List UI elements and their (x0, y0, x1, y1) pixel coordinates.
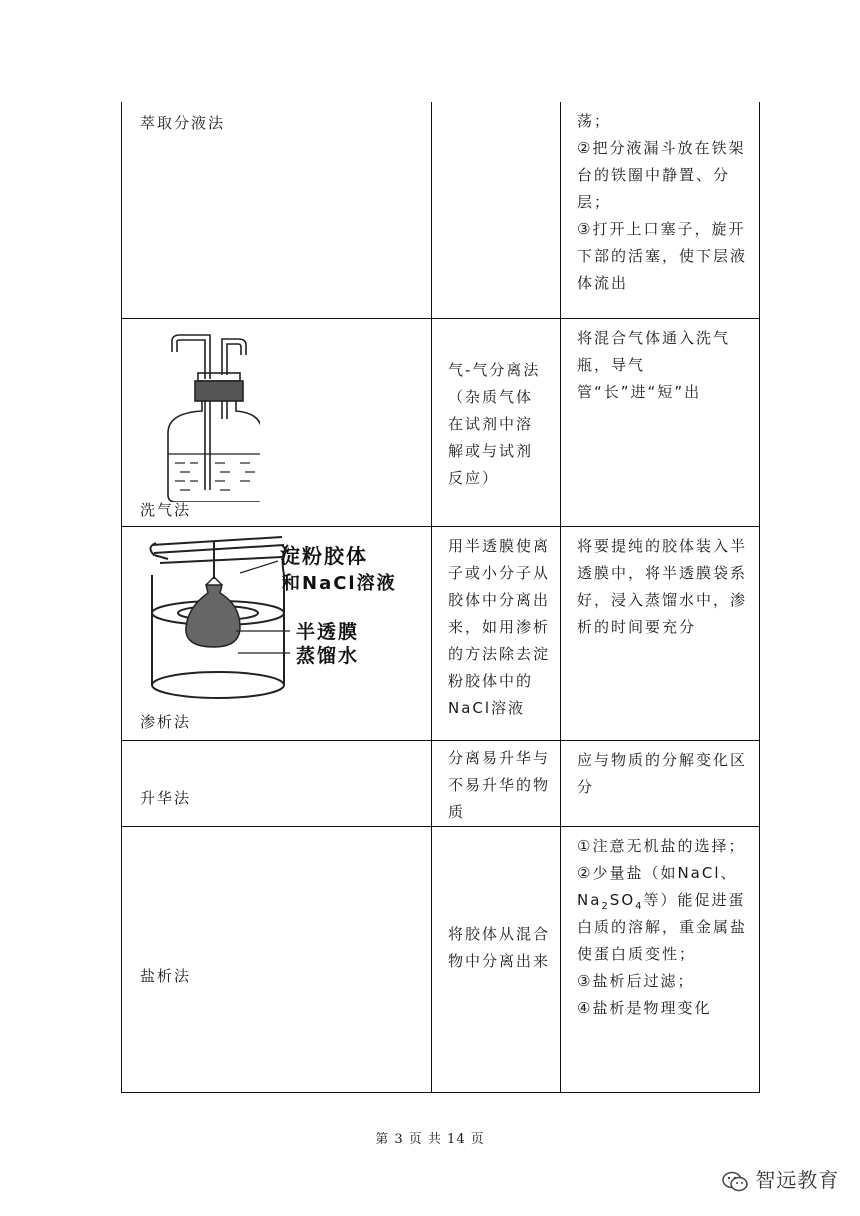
purpose-cell (432, 526, 561, 740)
purpose-cell (432, 740, 561, 826)
wechat-icon (722, 1171, 748, 1193)
method-label: 渗析法 (140, 712, 192, 731)
methods-table (121, 102, 760, 1093)
watermark-text: 智远教育 (755, 1168, 840, 1192)
figure-label: 蒸馏水 (296, 644, 360, 667)
figure-label: 和NaCl溶液 (282, 572, 397, 594)
purpose-text: 将胶体从混合物中分离出来 (448, 924, 551, 970)
note-line: 荡； (577, 112, 612, 130)
notes-cell (561, 826, 760, 1092)
method-label: 升华法 (140, 788, 192, 807)
method-cell (122, 318, 432, 526)
table-row (122, 826, 760, 1092)
notes-cell (561, 102, 760, 318)
purpose-cell (432, 318, 561, 526)
method-label: 洗气法 (140, 500, 192, 519)
purpose-text: 气-气分离法（杂质气体在试剂中溶解或与试剂反应） (448, 360, 541, 487)
method-cell (122, 740, 432, 826)
method-cell (122, 102, 432, 318)
purpose-text: 分离易升华与不易升华的物质 (448, 748, 551, 821)
notes-cell (561, 318, 760, 526)
table-row (122, 318, 760, 526)
dialysis-figure (140, 535, 425, 715)
page-footer: 第 3 页 共 14 页 (375, 1132, 485, 1147)
note-line: ②把分液漏斗放在铁架台的铁圈中静置、分层； (577, 139, 746, 211)
note-line: ②少量盐（如NaCl、$Na_2SO_4$等）能促进蛋白质的溶解，重金属盐使蛋白质变性； (577, 863, 748, 963)
purpose-text: 用半透膜使离子或小分子从胶体中分离出来，如用渗析的方法除去淀粉胶体中的NaCl溶液 (448, 536, 551, 717)
gas-washing-bottle-figure (150, 327, 260, 502)
notes-cell (561, 526, 760, 740)
note-line: ④盐析是物理变化 (577, 998, 712, 1017)
method-label: 盐析法 (140, 966, 192, 985)
note-line: 应与物质的分解变化区分 (577, 750, 748, 796)
table-row (122, 526, 760, 740)
note-line: ①注意无机盐的选择； (577, 836, 746, 855)
table-row (122, 740, 760, 826)
purpose-cell (432, 102, 561, 318)
note-line: ③打开上口塞子，旋开下部的活塞，使下层液体流出 (577, 220, 748, 292)
method-cell (122, 826, 432, 1092)
note-line: 将要提纯的胶体装入半透膜中，将半透膜袋系好，浸入蒸馏水中，渗析的时间要充分 (577, 536, 748, 636)
note-line: ③盐析后过滤； (577, 971, 695, 990)
figure-label: 淀粉胶体 (280, 543, 368, 568)
note-line: 将混合气体通入洗气瓶，导气管“长”进“短”出 (577, 328, 731, 401)
notes-cell (561, 740, 760, 826)
watermark (722, 1164, 839, 1193)
method-label: 萃取分液法 (140, 114, 226, 132)
figure-label: 半透膜 (296, 620, 360, 643)
method-cell (122, 526, 432, 740)
purpose-cell (432, 826, 561, 1092)
table-row (122, 102, 760, 318)
